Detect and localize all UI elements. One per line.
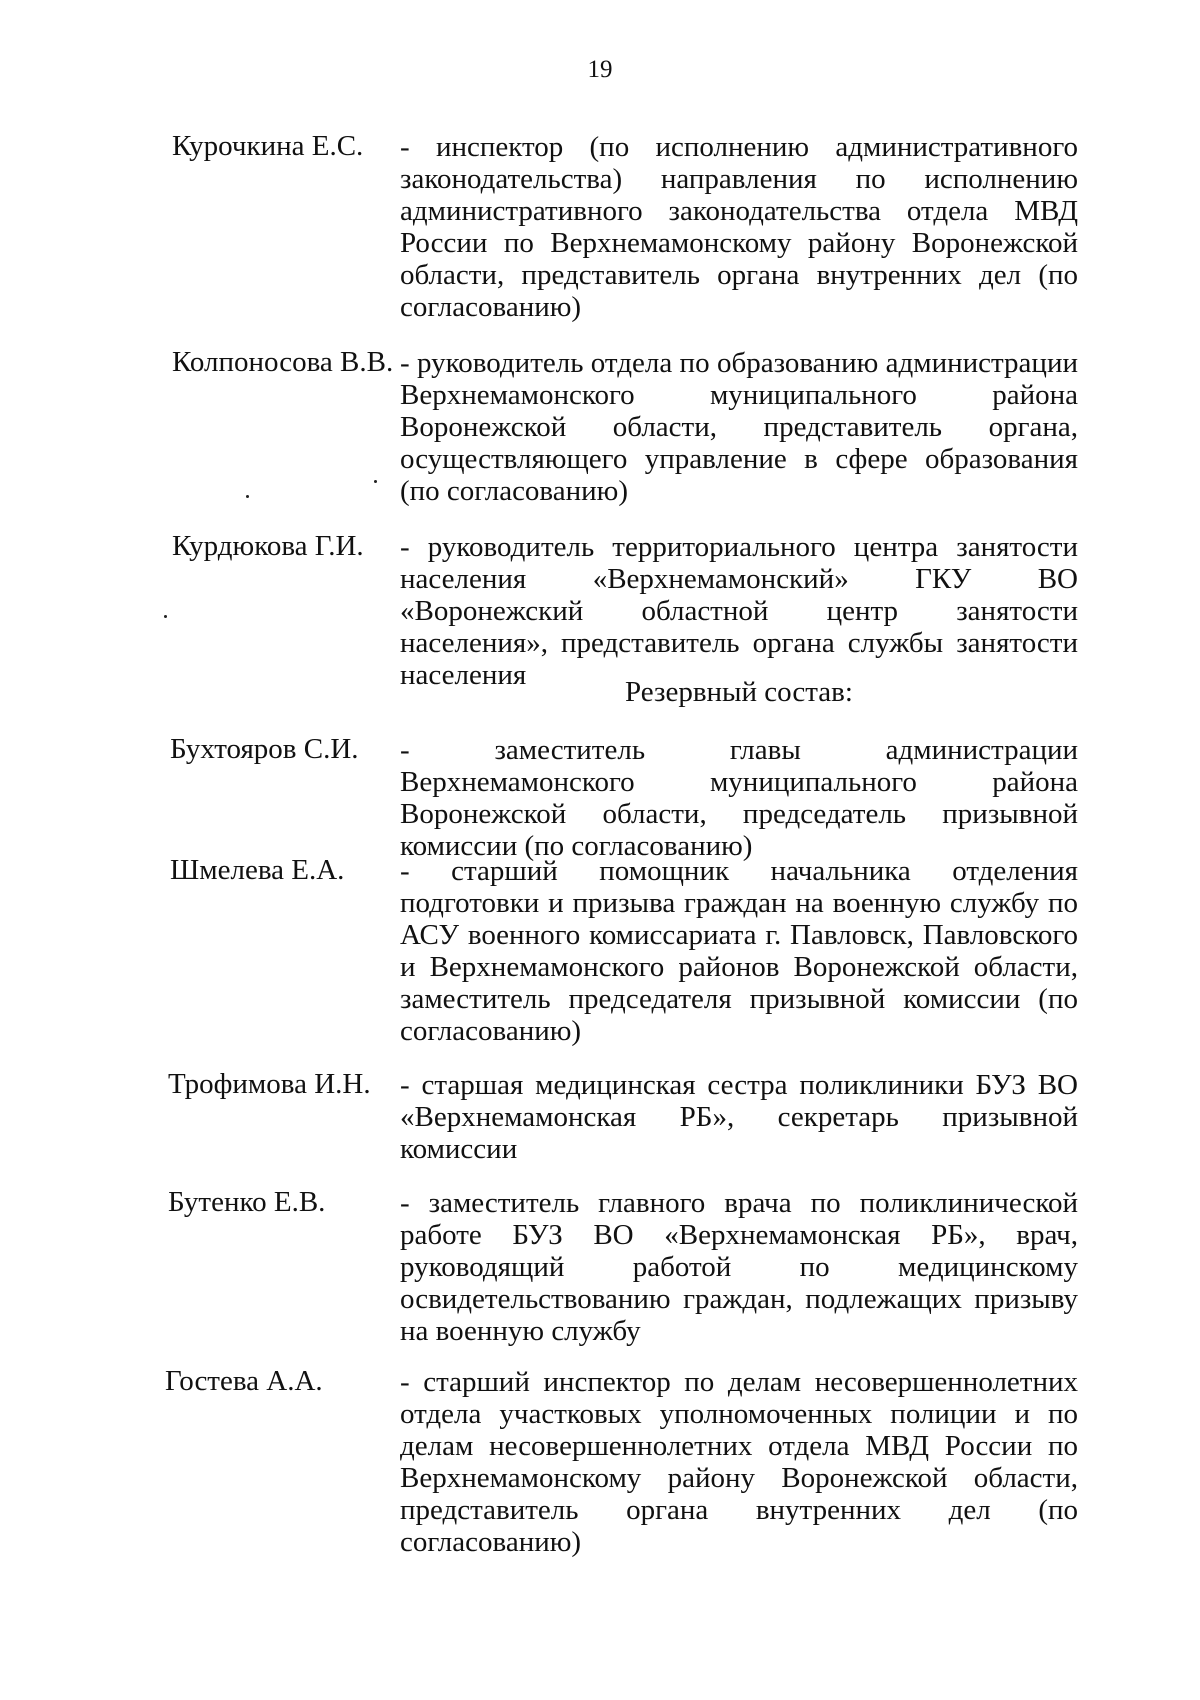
member-name: Бухтояров С.И. (170, 733, 359, 765)
member-role: - старший инспектор по делам несовершеннолетних отдела участковых уполномоченных полиции и по делам несовершеннолетних отдела МВД России по Верхнемамонскому району Воронежской области, представитель органа внутренних дел (по согласованию) (400, 1366, 1078, 1558)
page-number: 19 (587, 56, 613, 83)
member-name: Шмелева Е.А. (170, 854, 345, 886)
member-name: Трофимова И.Н. (168, 1068, 371, 1100)
reserve-heading: Резервный состав: (625, 676, 853, 708)
member-role: - руководитель отдела по образованию администрации Верхнемамонского муниципального района Воронежской области, представитель органа, осуществляющего управление в сфере образования (по согласованию) (400, 347, 1078, 507)
member-role: - руководитель территориального центра занятости населения «Верхнемамонский» ГКУ ВО «Воронежский областной центр занятости населения», представитель органа службы занятости населения (400, 531, 1078, 691)
member-name: Курочкина Е.С. (172, 130, 364, 162)
member-role: - старшая медицинская сестра поликлиники БУЗ ВО «Верхнемамонская РБ», секретарь призывной комиссии (400, 1069, 1078, 1165)
member-name: Бутенко Е.В. (168, 1186, 326, 1218)
member-role: - инспектор (по исполнению административного законодательства) направления по исполнению административного законодательства отдела МВД России по Верхнемамонскому району Воронежской области, представитель органа внутренних дел (по согласованию) (400, 131, 1078, 323)
member-role: - заместитель главы администрации Верхнемамонского муниципального района Воронежской области, председатель призывной комиссии (по согласованию) (400, 734, 1078, 862)
member-role: - старший помощник начальника отделения подготовки и призыва граждан на военную службу по АСУ военного комиссариата г. Павловск, Павловского и Верхнемамонского районов Воронежской области, заместитель председателя призывной комиссии (по согласованию) (400, 855, 1078, 1047)
scan-speck (164, 615, 167, 618)
member-name: Курдюкова Г.И. (172, 530, 364, 562)
scan-speck (374, 480, 377, 483)
member-role: - заместитель главного врача по поликлинической работе БУЗ ВО «Верхнемамонская РБ», врач, руководящий работой по медицинскому освидетельствованию граждан, подлежащих призыву на военную службу (400, 1187, 1078, 1347)
scan-speck (246, 495, 249, 498)
member-name: Гостева А.А. (165, 1365, 323, 1397)
member-name: Колпоносова В.В. (172, 346, 394, 378)
